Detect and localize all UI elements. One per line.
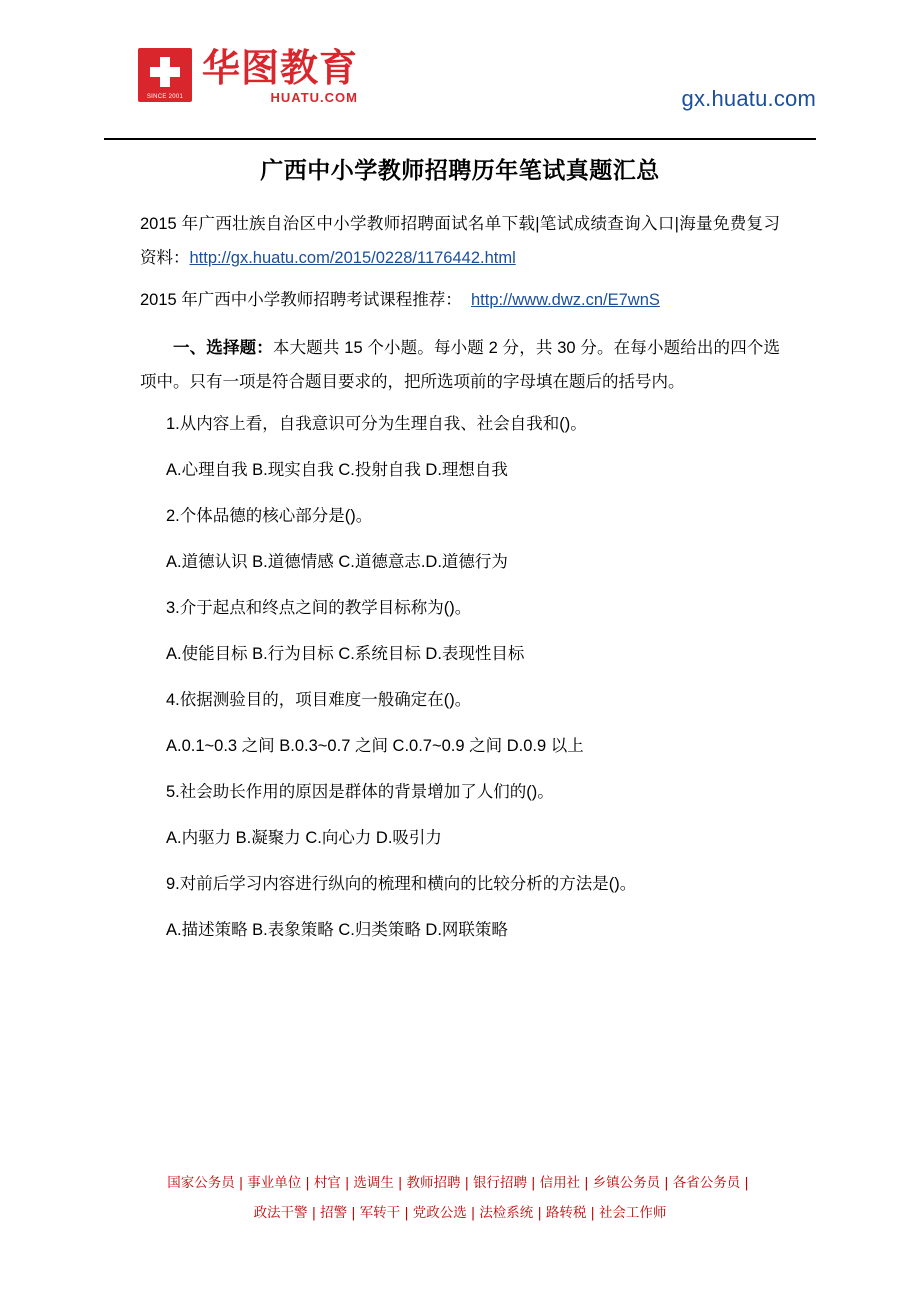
footer-separator: | xyxy=(344,1175,350,1191)
footer-link[interactable]: 银行招聘 xyxy=(473,1175,528,1191)
section-label: 一、选择题： xyxy=(173,339,273,357)
question-stem: 2.个体品德的核心部分是()。 xyxy=(166,507,373,525)
logo-since-label: SINCE 2001 xyxy=(146,94,184,100)
question-stem: 1.从内容上看，自我意识可分为生理自我、社会自我和()。 xyxy=(166,415,587,433)
document-body xyxy=(0,152,920,953)
intro-paragraph-2 xyxy=(140,283,780,317)
footer-link[interactable]: 招警 xyxy=(320,1205,348,1221)
intro-paragraph-1 xyxy=(140,207,780,275)
question-options: A.道德认识 B.道德情感 C.道德意志.D.道德行为 xyxy=(166,553,508,571)
page-header xyxy=(0,0,920,111)
header-divider xyxy=(104,138,816,140)
footer-separator: | xyxy=(305,1175,310,1191)
footer-separator: | xyxy=(531,1175,536,1191)
footer-link[interactable]: 教师招聘 xyxy=(406,1175,461,1191)
footer-link[interactable]: 社会工作师 xyxy=(598,1205,667,1221)
footer-link[interactable]: 乡镇公务员 xyxy=(592,1175,661,1191)
question-options: A.内驱力 B.凝聚力 C.向心力 D.吸引力 xyxy=(166,829,442,847)
intro-1-text: 2015 年广西壮族自治区中小学教师招聘面试名单下载|笔试成绩查询入口|海量免费复习资料： xyxy=(140,215,780,267)
footer-link[interactable]: 党政公选 xyxy=(412,1205,467,1221)
footer-link[interactable]: 各省公务员 xyxy=(672,1175,741,1191)
footer-separator: | xyxy=(590,1205,595,1221)
logo-chinese-name: 华图教育 xyxy=(202,46,359,90)
footer-links-row-1 xyxy=(0,1168,920,1198)
footer-separator: | xyxy=(238,1175,244,1191)
footer-link[interactable]: 路转税 xyxy=(545,1205,587,1221)
footer-separator: | xyxy=(404,1205,409,1221)
question-options: A.描述策略 B.表象策略 C.归类策略 D.网联策略 xyxy=(166,921,508,939)
question-stem: 3.介于起点和终点之间的教学目标称为()。 xyxy=(166,599,472,617)
huatu-logo xyxy=(138,48,358,105)
footer-link[interactable]: 法检系统 xyxy=(479,1205,534,1221)
logo-english-name: HUATU.COM xyxy=(270,90,359,105)
footer-separator: | xyxy=(397,1175,403,1191)
footer-separator: | xyxy=(664,1175,669,1191)
footer-separator: | xyxy=(744,1175,749,1191)
footer-separator: | xyxy=(470,1205,476,1221)
logo-mark-icon xyxy=(138,48,192,102)
footer-link[interactable]: 政法干警 xyxy=(253,1205,308,1221)
intro-1-link[interactable]: http://gx.huatu.com/2015/0228/1176442.html xyxy=(189,249,516,267)
question-list xyxy=(140,401,780,953)
footer-link[interactable]: 事业单位 xyxy=(247,1175,302,1191)
section-description: 本大题共 15 个小题。每小题 2 分，共 30 分。在每小题给出的四个选项中。只有一项是符合题目要求的，把所选项前的字母填在题后的括号内。 xyxy=(140,339,781,391)
page-title: 广西中小学教师招聘历年笔试真题汇总 xyxy=(260,158,660,184)
footer-separator: | xyxy=(584,1175,589,1191)
footer-link[interactable]: 选调生 xyxy=(353,1175,394,1191)
footer-link[interactable]: 信用社 xyxy=(539,1175,581,1191)
intro-2-link[interactable]: http://www.dwz.cn/E7wnS xyxy=(470,291,660,309)
page-footer xyxy=(0,1168,920,1228)
footer-links-row-2 xyxy=(0,1198,920,1228)
question-options: A.0.1~0.3 之间 B.0.3~0.7 之间 C.0.7~0.9 之间 D.0.9 以上 xyxy=(166,737,584,755)
footer-separator: | xyxy=(311,1205,317,1221)
question-options: A.心理自我 B.现实自我 C.投射自我 D.理想自我 xyxy=(166,461,508,479)
footer-link[interactable]: 军转干 xyxy=(359,1205,401,1221)
question-stem: 4.依据测验目的，项目难度一般确定在()。 xyxy=(166,691,472,709)
question-options: A.使能目标 B.行为目标 C.系统目标 D.表现性目标 xyxy=(166,645,525,663)
footer-separator: | xyxy=(537,1205,542,1221)
footer-separator: | xyxy=(351,1205,356,1221)
question-stem: 9.对前后学习内容进行纵向的梳理和横向的比较分析的方法是()。 xyxy=(166,875,637,893)
site-url: gx.huatu.com xyxy=(681,86,816,111)
logo-text xyxy=(202,48,358,105)
section-heading xyxy=(140,331,780,399)
footer-link[interactable]: 村官 xyxy=(313,1175,341,1191)
footer-link[interactable]: 国家公务员 xyxy=(167,1175,235,1191)
question-stem: 5.社会助长作用的原因是群体的背景增加了人们的()。 xyxy=(166,783,554,801)
footer-separator: | xyxy=(464,1175,470,1191)
intro-2-text: 2015 年广西中小学教师招聘考试课程推荐： xyxy=(140,291,462,309)
